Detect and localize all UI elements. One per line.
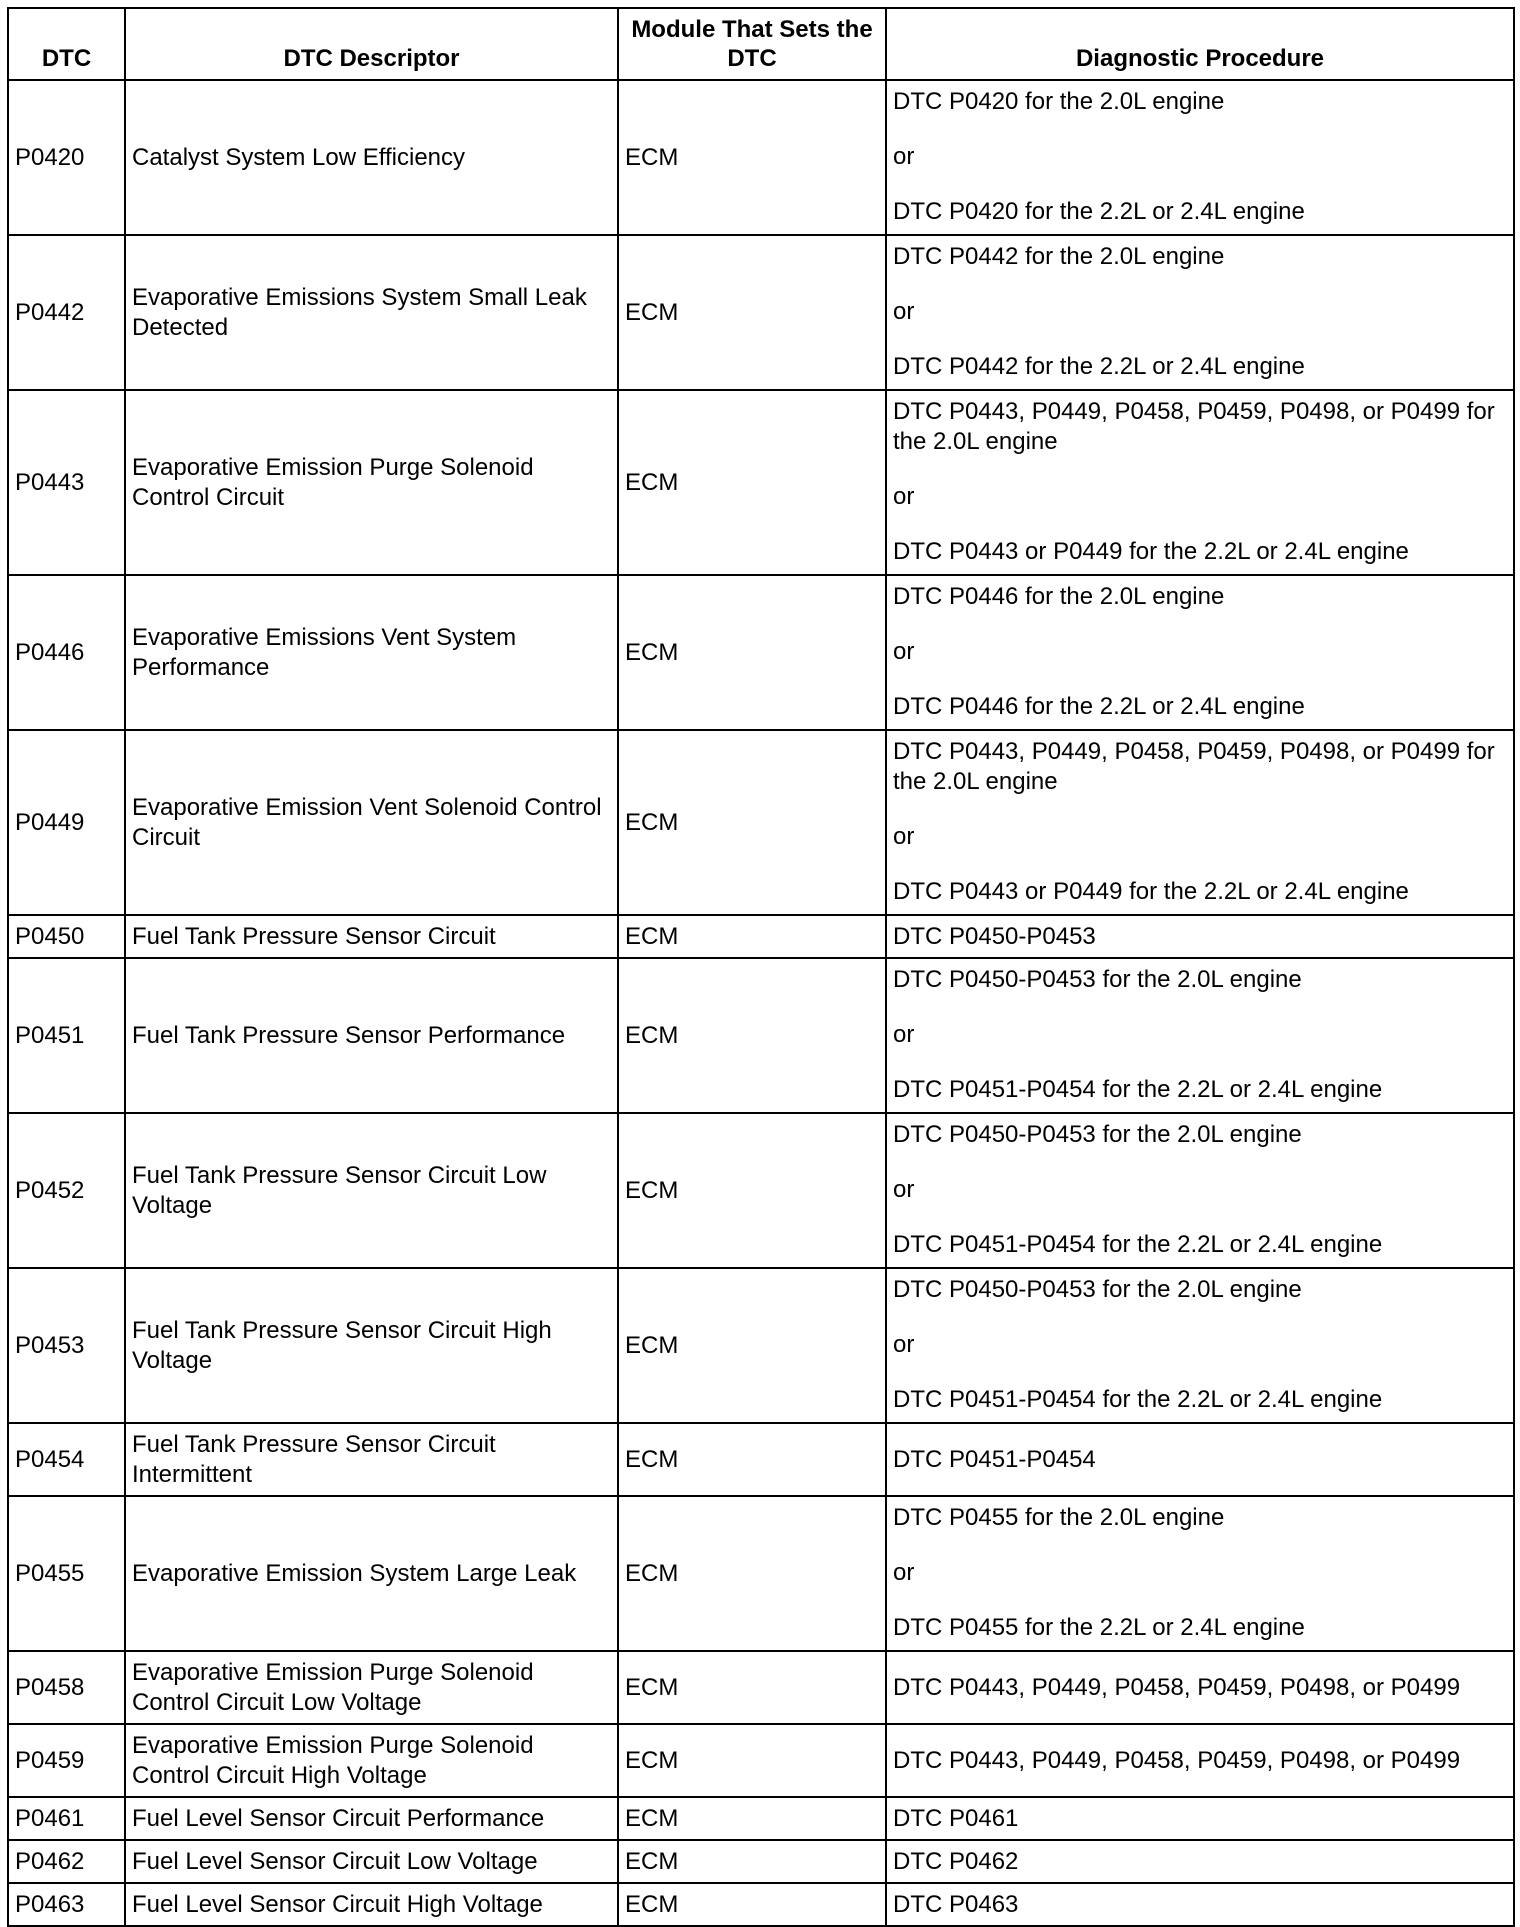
module-cell: ECM	[618, 1797, 886, 1840]
procedure-line: DTC P0450-P0453	[893, 922, 1096, 950]
module-cell: ECM	[618, 1423, 886, 1496]
dtc-code-cell: P0463	[8, 1883, 125, 1926]
dtc-descriptor-cell: Fuel Level Sensor Circuit Performance	[125, 1797, 618, 1840]
procedure-line: or	[893, 1559, 915, 1586]
procedure-line: DTC P0455 for the 2.0L engine	[893, 1504, 1225, 1531]
table-row	[8, 730, 1514, 915]
diagnostic-procedure-cell	[886, 1651, 1514, 1724]
dtc-descriptor-cell: Fuel Level Sensor Circuit Low Voltage	[125, 1840, 618, 1883]
procedure-line: DTC P0462	[893, 1847, 1019, 1875]
procedure-line: DTC P0450-P0453 for the 2.0L engine	[893, 1276, 1302, 1303]
header-dtc: DTC	[8, 8, 125, 80]
table-row	[8, 1268, 1514, 1423]
module-cell: ECM	[618, 730, 886, 915]
procedure-line: DTC P0451-P0454	[893, 1445, 1096, 1473]
dtc-descriptor-cell: Evaporative Emission Vent Solenoid Control Circuit	[125, 730, 618, 915]
dtc-descriptor-cell: Evaporative Emissions System Small Leak Detected	[125, 235, 618, 390]
table-row	[8, 390, 1514, 575]
procedure-line: DTC P0443 or P0449 for the 2.2L or 2.4L engine	[893, 538, 1409, 565]
dtc-table	[7, 7, 1515, 1927]
procedure-line: DTC P0443, P0449, P0458, P0459, P0498, or P0499	[893, 1746, 1461, 1774]
module-cell: ECM	[618, 1496, 886, 1651]
module-cell: ECM	[618, 915, 886, 958]
dtc-code-cell: P0442	[8, 235, 125, 390]
procedure-line: DTC P0442 for the 2.2L or 2.4L engine	[893, 353, 1305, 380]
dtc-descriptor-cell: Evaporative Emissions Vent System Performance	[125, 575, 618, 730]
procedure-line: or	[893, 638, 915, 665]
procedure-line: or	[893, 143, 915, 170]
dtc-code-cell: P0446	[8, 575, 125, 730]
diagnostic-procedure-cell	[886, 730, 1514, 915]
procedure-line: DTC P0443 or P0449 for the 2.2L or 2.4L engine	[893, 878, 1409, 905]
dtc-descriptor-cell: Evaporative Emission System Large Leak	[125, 1496, 618, 1651]
procedure-line: DTC P0461	[893, 1804, 1019, 1832]
dtc-descriptor-cell: Evaporative Emission Purge Solenoid Control Circuit Low Voltage	[125, 1651, 618, 1724]
module-cell: ECM	[618, 1651, 886, 1724]
module-cell: ECM	[618, 575, 886, 730]
dtc-descriptor-cell: Fuel Tank Pressure Sensor Circuit Intermittent	[125, 1423, 618, 1496]
procedure-line: DTC P0442 for the 2.0L engine	[893, 243, 1225, 270]
dtc-code-cell: P0450	[8, 915, 125, 958]
table-row	[8, 575, 1514, 730]
dtc-descriptor-cell: Fuel Tank Pressure Sensor Circuit	[125, 915, 618, 958]
dtc-descriptor-cell: Fuel Tank Pressure Sensor Performance	[125, 958, 618, 1113]
procedure-line: DTC P0455 for the 2.2L or 2.4L engine	[893, 1614, 1305, 1641]
procedure-line: DTC P0450-P0453 for the 2.0L engine	[893, 966, 1302, 993]
table-row	[8, 1423, 1514, 1496]
diagnostic-procedure-cell	[886, 1423, 1514, 1496]
module-cell: ECM	[618, 958, 886, 1113]
dtc-descriptor-cell: Fuel Level Sensor Circuit High Voltage	[125, 1883, 618, 1926]
procedure-line: DTC P0443, P0449, P0458, P0459, P0498, or P0499 for the 2.0L engine	[893, 738, 1495, 795]
diagnostic-procedure-cell	[886, 1496, 1514, 1651]
diagnostic-procedure-cell	[886, 958, 1514, 1113]
table-row	[8, 1651, 1514, 1724]
module-cell: ECM	[618, 390, 886, 575]
dtc-descriptor-cell: Fuel Tank Pressure Sensor Circuit High Voltage	[125, 1268, 618, 1423]
module-cell: ECM	[618, 80, 886, 235]
module-cell: ECM	[618, 235, 886, 390]
diagnostic-procedure-cell	[886, 1724, 1514, 1797]
dtc-code-cell: P0458	[8, 1651, 125, 1724]
table-row	[8, 235, 1514, 390]
procedure-line: DTC P0463	[893, 1890, 1019, 1918]
table-row	[8, 958, 1514, 1113]
diagnostic-procedure-cell	[886, 1113, 1514, 1268]
procedure-line: DTC P0443, P0449, P0458, P0459, P0498, or P0499 for the 2.0L engine	[893, 398, 1495, 455]
table-row	[8, 1724, 1514, 1797]
dtc-code-cell: P0443	[8, 390, 125, 575]
header-descriptor: DTC Descriptor	[125, 8, 618, 80]
dtc-code-cell: P0453	[8, 1268, 125, 1423]
dtc-code-cell: P0461	[8, 1797, 125, 1840]
dtc-code-cell: P0454	[8, 1423, 125, 1496]
dtc-code-cell: P0455	[8, 1496, 125, 1651]
table-row	[8, 1840, 1514, 1883]
procedure-line: or	[893, 1176, 915, 1203]
procedure-line: DTC P0451-P0454 for the 2.2L or 2.4L engine	[893, 1386, 1383, 1413]
table-row	[8, 1883, 1514, 1926]
table-body	[8, 80, 1514, 1926]
diagnostic-procedure-cell	[886, 1840, 1514, 1883]
dtc-descriptor-cell: Catalyst System Low Efficiency	[125, 80, 618, 235]
diagnostic-procedure-cell	[886, 80, 1514, 235]
dtc-descriptor-cell: Fuel Tank Pressure Sensor Circuit Low Voltage	[125, 1113, 618, 1268]
diagnostic-procedure-cell	[886, 1797, 1514, 1840]
module-cell: ECM	[618, 1268, 886, 1423]
dtc-code-cell: P0462	[8, 1840, 125, 1883]
dtc-descriptor-cell: Evaporative Emission Purge Solenoid Control Circuit High Voltage	[125, 1724, 618, 1797]
diagnostic-procedure-cell	[886, 235, 1514, 390]
table-row	[8, 1797, 1514, 1840]
module-cell: ECM	[618, 1840, 886, 1883]
table-row	[8, 80, 1514, 235]
header-procedure: Diagnostic Procedure	[886, 8, 1514, 80]
table-row	[8, 1113, 1514, 1268]
module-cell: ECM	[618, 1113, 886, 1268]
procedure-line: DTC P0420 for the 2.2L or 2.4L engine	[893, 198, 1305, 225]
procedure-line: DTC P0451-P0454 for the 2.2L or 2.4L engine	[893, 1231, 1383, 1258]
diagnostic-procedure-cell	[886, 390, 1514, 575]
procedure-line: or	[893, 483, 915, 510]
procedure-line: DTC P0443, P0449, P0458, P0459, P0498, or P0499	[893, 1673, 1461, 1701]
dtc-code-cell: P0452	[8, 1113, 125, 1268]
procedure-line: DTC P0450-P0453 for the 2.0L engine	[893, 1121, 1302, 1148]
dtc-code-cell: P0451	[8, 958, 125, 1113]
procedure-line: or	[893, 823, 915, 850]
header-module: Module That Sets the DTC	[618, 8, 886, 80]
procedure-line: DTC P0451-P0454 for the 2.2L or 2.4L engine	[893, 1076, 1383, 1103]
diagnostic-procedure-cell	[886, 1883, 1514, 1926]
diagnostic-procedure-cell	[886, 1268, 1514, 1423]
module-cell: ECM	[618, 1724, 886, 1797]
header-row	[8, 8, 1514, 80]
dtc-code-cell: P0420	[8, 80, 125, 235]
procedure-line: or	[893, 1331, 915, 1358]
table-row	[8, 1496, 1514, 1651]
diagnostic-procedure-cell	[886, 915, 1514, 958]
dtc-code-cell: P0449	[8, 730, 125, 915]
dtc-code-cell: P0459	[8, 1724, 125, 1797]
table-row	[8, 915, 1514, 958]
procedure-line: DTC P0446 for the 2.2L or 2.4L engine	[893, 693, 1305, 720]
diagnostic-procedure-cell	[886, 575, 1514, 730]
procedure-line: DTC P0446 for the 2.0L engine	[893, 583, 1225, 610]
dtc-descriptor-cell: Evaporative Emission Purge Solenoid Control Circuit	[125, 390, 618, 575]
procedure-line: or	[893, 1021, 915, 1048]
module-cell: ECM	[618, 1883, 886, 1926]
procedure-line: DTC P0420 for the 2.0L engine	[893, 88, 1225, 115]
procedure-line: or	[893, 298, 915, 325]
